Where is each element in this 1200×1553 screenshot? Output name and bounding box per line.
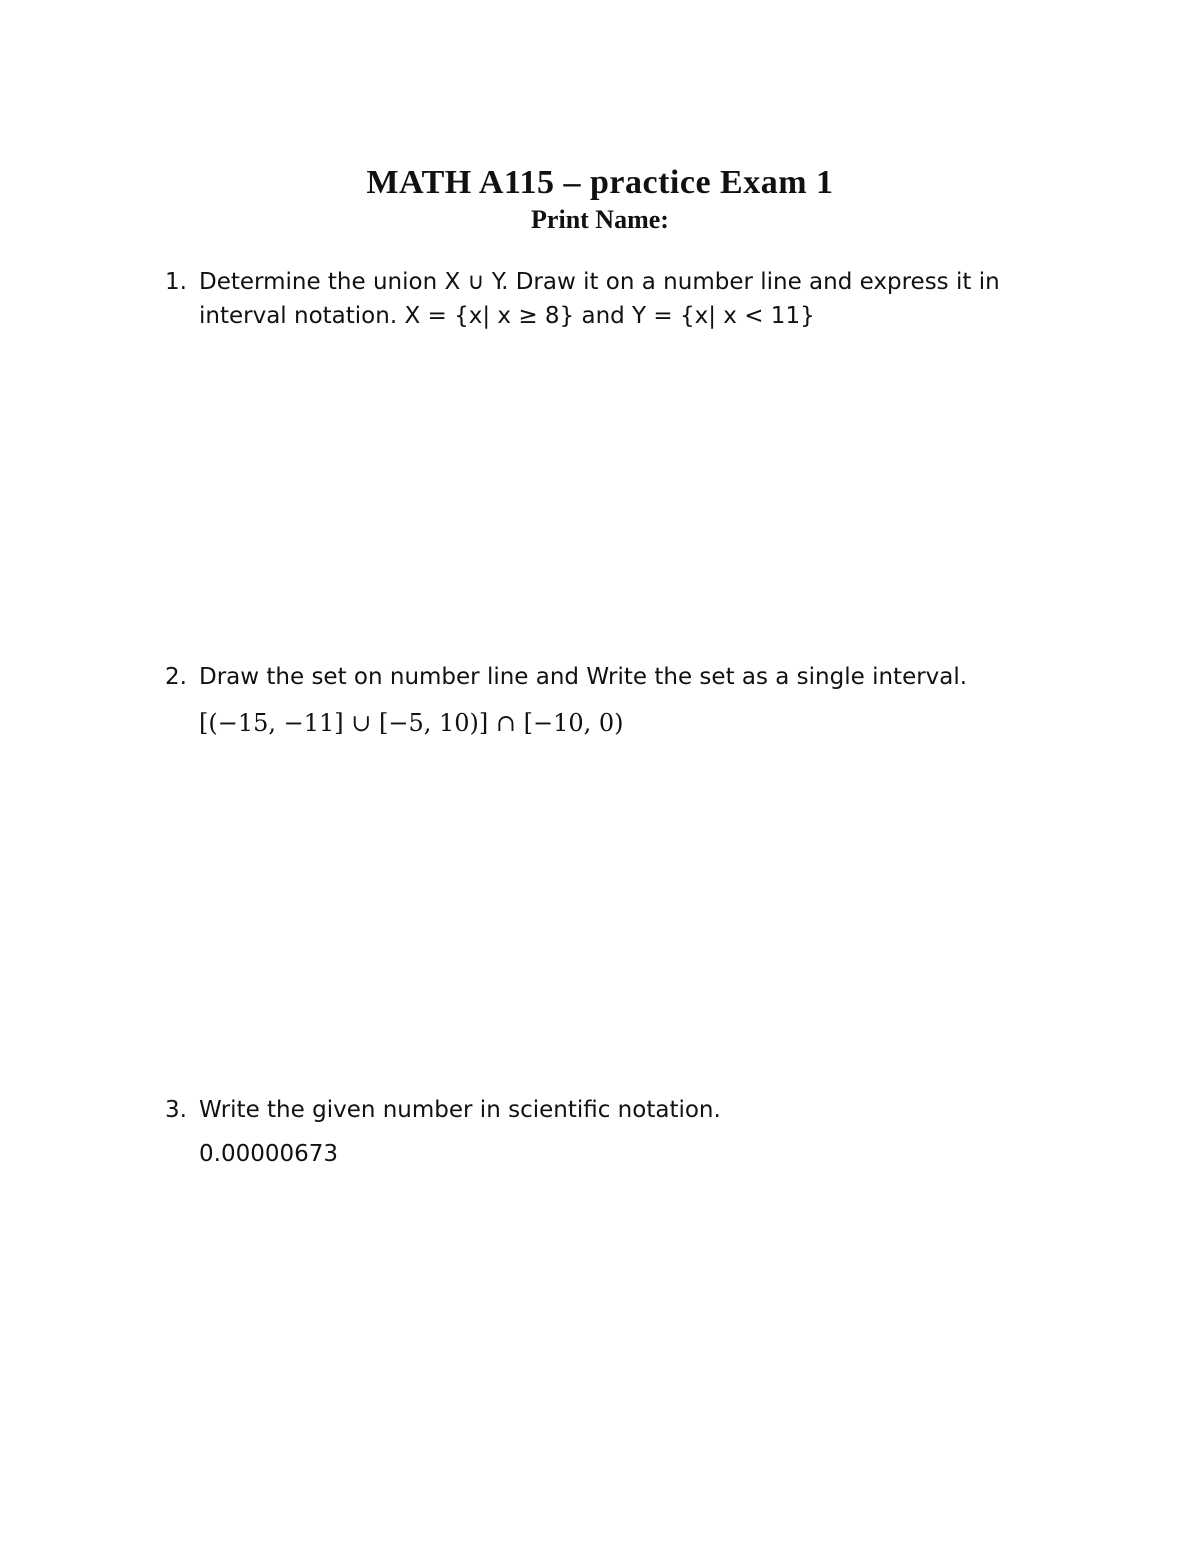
question-number: 1. bbox=[165, 269, 187, 295]
question-text-line: interval notation. X = {x| x ≥ 8} and Y = {x| x < 11} bbox=[199, 303, 815, 329]
question-text-line: Determine the union X ∪ Y. Draw it on a number line and express it in bbox=[199, 269, 1000, 295]
exam-title: MATH A115 – practice Exam 1 bbox=[366, 164, 834, 201]
question-number: 3. bbox=[165, 1097, 187, 1123]
question-body bbox=[199, 265, 1065, 333]
question-body bbox=[199, 660, 1065, 740]
number-value: 0.00000673 bbox=[199, 1141, 339, 1167]
question-body bbox=[199, 1093, 1065, 1171]
print-name-label: Print Name: bbox=[531, 205, 669, 234]
question-prompt: Write the given number in scientific notation. bbox=[199, 1097, 721, 1123]
question-number: 2. bbox=[165, 664, 187, 690]
question-prompt: Draw the set on number line and Write the set as a single interval. bbox=[199, 664, 968, 690]
set-expression: [(−15, −11] ∪ [−5, 10)] ∩ [−10, 0) bbox=[199, 709, 624, 737]
